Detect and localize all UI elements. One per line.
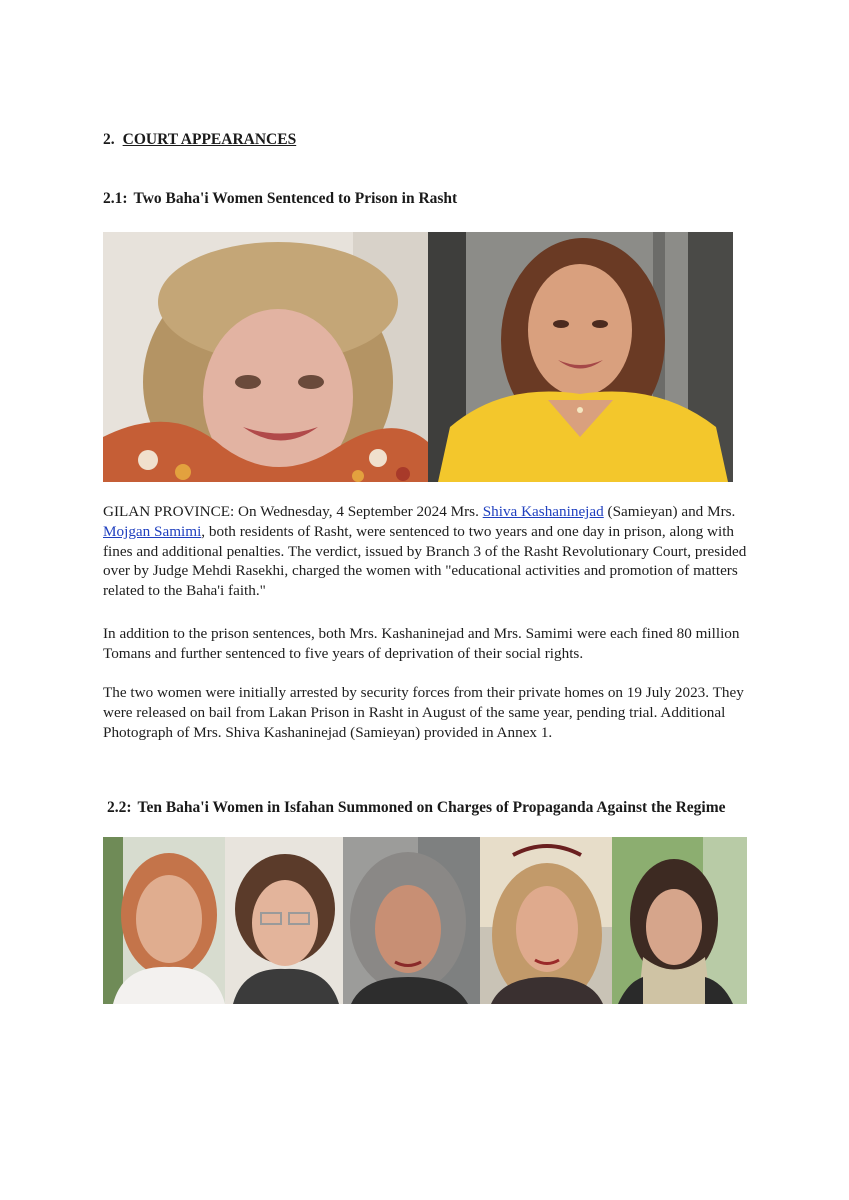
section-heading [103,131,296,149]
portraits-strip-isfahan [103,837,747,1004]
portrait-2 [225,837,343,1004]
paragraph-text: GILAN PROVINCE: On Wednesday, 4 September 2024 Mrs. [103,503,483,520]
portrait-5 [612,837,747,1004]
subsection-number: 2.2: [107,799,132,816]
link-shiva-kashaninejad[interactable]: Shiva Kashaninejad [482,503,604,520]
section-number: 2. [103,131,115,148]
paragraph-verdict [103,502,758,601]
paragraph-text: (Samieyan) and Mrs. [603,503,736,520]
portrait-photo-mojgan [428,232,733,482]
portrait-3 [343,837,480,1004]
subsection-number: 2.1: [103,190,128,207]
subsection-heading-2-1 [103,190,457,208]
paragraph-arrest: The two women were initially arrested by security forces from their private homes on 19 July 2023. They were released on bail from Lakan Prison in Rasht in August of the same year, pending trial. Additional Photograph of Mrs. Shiva Kashaninejad (Samieyan) provided in Annex 1. [103,684,744,741]
subsection-title: Two Baha'i Women Sentenced to Prison in Rasht [133,190,458,207]
portrait-4 [480,837,612,1004]
subsection-title: Ten Baha'i Women in Isfahan Summoned on Charges of Propaganda Against the Regime [137,799,726,816]
subsection-heading-2-2 [107,799,726,817]
portrait-photo-shiva [103,232,428,482]
paragraph-fines: In addition to the prison sentences, both Mrs. Kashaninejad and Mrs. Samimi were each fined 80 million Tomans and further sentenced to five years of deprivation of their social rights. [103,625,740,662]
portrait-1 [103,837,225,1004]
link-mojgan-samimi[interactable]: Mojgan Samimi [103,522,202,540]
section-title: COURT APPEARANCES [122,131,297,148]
paragraph-text: , both residents of Rasht, were sentenced to two years and one day in prison, along with fines and additional penalties. The verdict, issued by Branch 3 of the Rasht Revolutionary Court, presided over by Judge Mehdi Rasekhi, charged the women with "educational activities and promotion of matters related to the Baha'i faith." [103,522,747,600]
